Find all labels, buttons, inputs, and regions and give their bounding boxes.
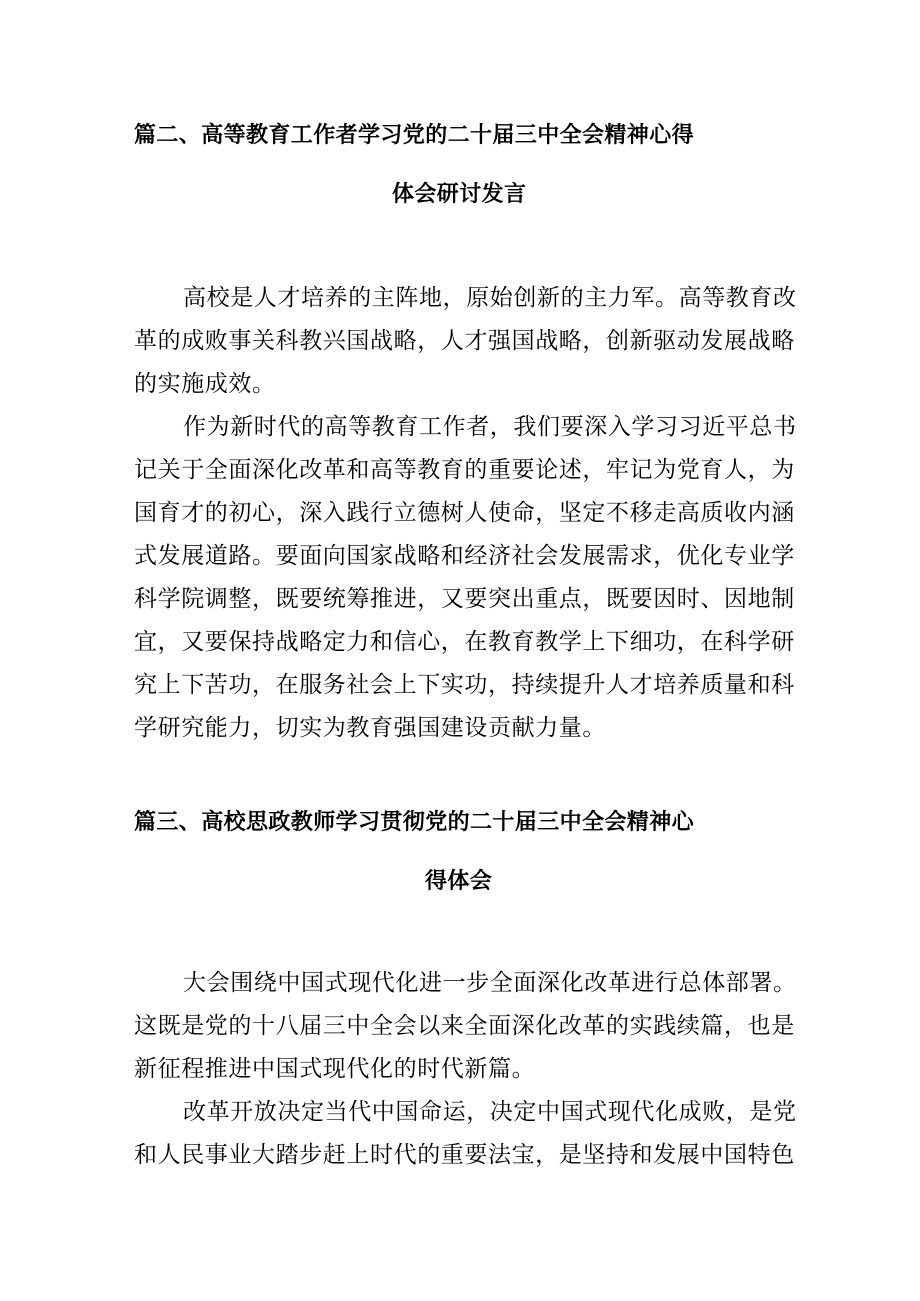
section-heading: 篇二、高等教育工作者学习党的二十届三中全会精神心得 xyxy=(134,123,695,148)
paragraph-line: 的实施成效。 xyxy=(134,371,276,397)
paragraph-line: 大会围绕中国式现代化进一步全面深化改革进行总体部署。 xyxy=(183,970,797,996)
paragraph-line: 高校是人才培养的主阵地，原始创新的主力军。高等教育改 xyxy=(183,285,797,311)
paragraph-line: 改革开放决定当代中国命运，决定中国式现代化成败，是党 xyxy=(183,1099,797,1125)
paragraph-line: 这既是党的十八届三中全会以来全面深化改革的实践续篇，也是 xyxy=(134,1013,795,1039)
section-heading-continued: 体会研讨发言 xyxy=(392,182,527,207)
paragraph-line: 和人民事业大踏步赶上时代的重要法宝，是坚持和发展中国特色 xyxy=(134,1142,795,1168)
paragraph-line: 科学院调整，既要统筹推进，又要突出重点，既要因时、因地制 xyxy=(134,586,795,612)
paragraph-line: 新征程推进中国式现代化的时代新篇。 xyxy=(134,1056,536,1082)
paragraph-line: 宜，又要保持战略定力和信心，在教育教学上下细功，在科学研 xyxy=(134,629,795,655)
paragraph-line: 学研究能力，切实为教育强国建设贡献力量。 xyxy=(134,715,606,741)
section-heading-continued: 得体会 xyxy=(425,869,493,894)
section-heading: 篇三、高校思政教师学习贯彻党的二十届三中全会精神心 xyxy=(134,810,695,835)
paragraph-line: 记关于全面深化改革和高等教育的重要论述，牢记为党育人，为 xyxy=(134,457,795,483)
paragraph-line: 式发展道路。要面向国家战略和经济社会发展需求，优化专业学 xyxy=(134,543,795,569)
paragraph-line: 国育才的初心，深入践行立德树人使命，坚定不移走高质收内涵 xyxy=(134,500,795,526)
paragraph-line: 革的成败事关科教兴国战略，人才强国战略，创新驱动发展战略 xyxy=(134,328,795,354)
paragraph-line: 作为新时代的高等教育工作者，我们要深入学习习近平总书 xyxy=(183,414,797,440)
paragraph-line: 究上下苦功，在服务社会上下实功，持续提升人才培养质量和科 xyxy=(134,672,795,698)
